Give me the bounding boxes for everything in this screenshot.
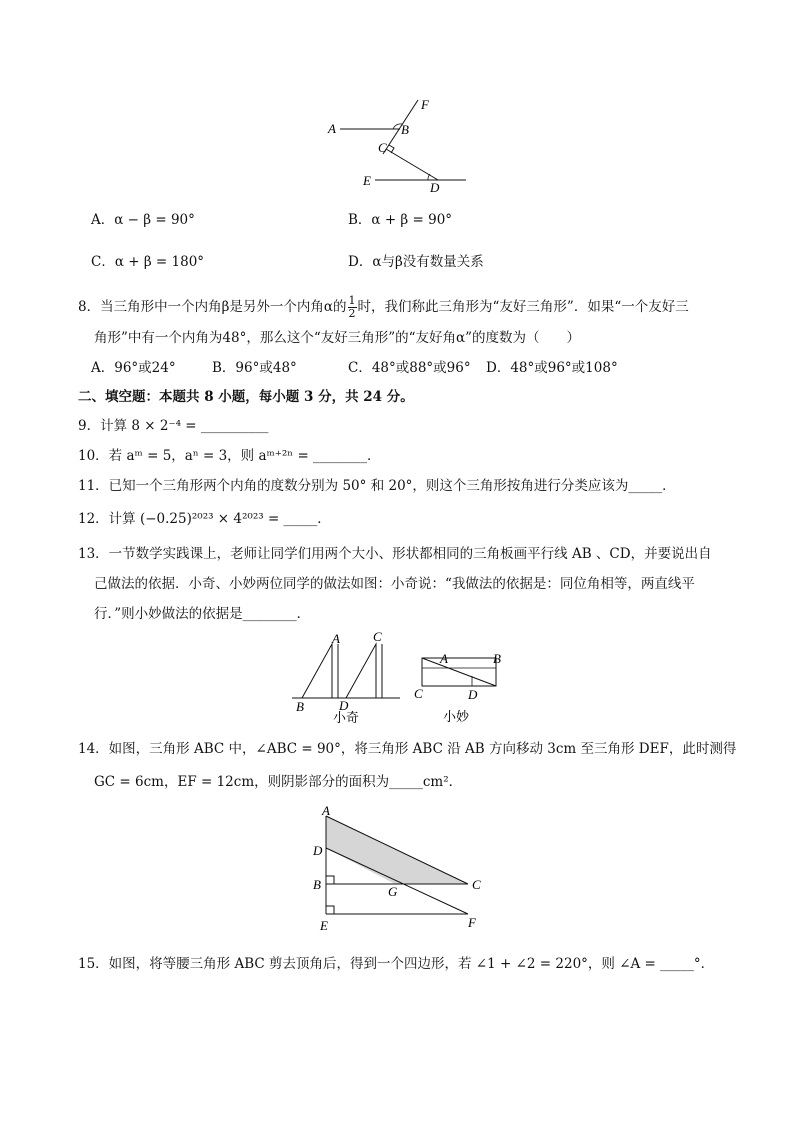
q12: 12．计算 (−0.25)²⁰²³ × 4²⁰²³ = _____．: [78, 511, 331, 527]
q8-option-a: A．96°或24°: [91, 360, 176, 376]
q8-fraction: [348, 295, 357, 320]
q13-left-label-c: C: [373, 629, 382, 644]
fig7-label-d: D: [430, 180, 440, 194]
q14-label-f: F: [468, 915, 476, 930]
q14-label-c: C: [472, 877, 481, 892]
q14-label-b: B: [313, 877, 321, 892]
q7-option-b: B．α + β = 90°: [348, 212, 453, 228]
q7-option-c: C．α + β = 180°: [91, 254, 205, 270]
q14-line1: 14．如图，三角形 ABC 中，∠ABC = 90°，将三角形 ABC 沿 AB 方向移动 3cm 至三角形 DEF，此时测得: [78, 741, 737, 757]
q13-line1: 13．一节数学实践课上，老师让同学们用两个大小、形状都相同的三角板画平行线 AB 、CD，并要说出自: [78, 546, 712, 562]
q13-left-label-a: A: [332, 631, 340, 646]
q15: 15．如图，将等腰三角形 ABC 剪去顶角后，得到一个四边形，若 ∠1 + ∠2 = 220°，则 ∠A = _____°．: [78, 956, 715, 972]
q14-line2: GC = 6cm，EF = 12cm，则阴影部分的面积为_____cm²．: [94, 774, 463, 790]
q13-line2: 己做法的依据．小奇、小妙两位同学的做法如图：小奇说：“我做法的依据是：同位角相等，两直线平: [94, 576, 695, 592]
q11: 11．已知一个三角形两个内角的度数分别为 50° 和 20°，则这个三角形按角进行分类应该为_____．: [78, 478, 676, 494]
fig7-label-b: B: [401, 122, 409, 137]
q8-fraction-denominator: 2: [348, 307, 356, 320]
q9: 9．计算 8 × 2⁻⁴ = __________: [78, 418, 269, 434]
fig7-label-a: A: [328, 121, 336, 136]
q13-right-caption: 小妙: [443, 709, 470, 724]
q8-line1-post: 时，我们称此三角形为“友好三角形”．如果“一个友好三: [357, 299, 689, 315]
q13-right-label-c: C: [414, 686, 423, 701]
q8-line1-pre: 8．当三角形中一个内角β是另外一个内角α的: [78, 299, 347, 315]
fig7-label-c: C: [378, 140, 387, 155]
q13-right-label-a: A: [440, 651, 448, 666]
q14-label-g: G: [388, 884, 398, 899]
q13-right-label-b: B: [493, 651, 501, 666]
q14-figure: [308, 804, 498, 938]
q13-figure: [288, 628, 518, 728]
q7-figure: [320, 94, 480, 194]
q13-right-label-d: D: [468, 687, 478, 702]
q8-option-d: D．48°或96°或108°: [486, 360, 618, 376]
q7-option-a: A．α − β = 90°: [91, 212, 195, 228]
q13-left-label-b: B: [296, 699, 304, 714]
q8-fraction-numerator: 1: [348, 294, 356, 307]
q8-line1: [78, 295, 689, 320]
q8-line2: 角形”中有一个内角为48°，那么这个“友好三角形”的“友好角α”的度数为（ ）: [94, 330, 581, 346]
q8-option-b: B．96°或48°: [212, 360, 297, 376]
q14-label-d: D: [313, 843, 323, 858]
q13-left-caption: 小奇: [333, 710, 360, 725]
q13-left-label-d: D: [339, 698, 349, 713]
q14-label-e: E: [320, 918, 328, 933]
q7-option-d: D．α与β没有数量关系: [348, 254, 484, 270]
q8-option-c: C．48°或88°或96°: [348, 360, 471, 376]
section-2-heading: 二、填空题：本题共 8 小题，每小题 3 分，共 24 分。: [78, 389, 414, 405]
q14-label-a: A: [322, 804, 330, 818]
q10: 10．若 aᵐ = 5，aⁿ = 3，则 aᵐ⁺²ⁿ = ________．: [78, 448, 381, 464]
q13-line3: 行．”则小妙做法的依据是________．: [94, 606, 311, 622]
fig7-label-f: F: [421, 97, 429, 112]
fig7-label-e: E: [363, 173, 371, 188]
